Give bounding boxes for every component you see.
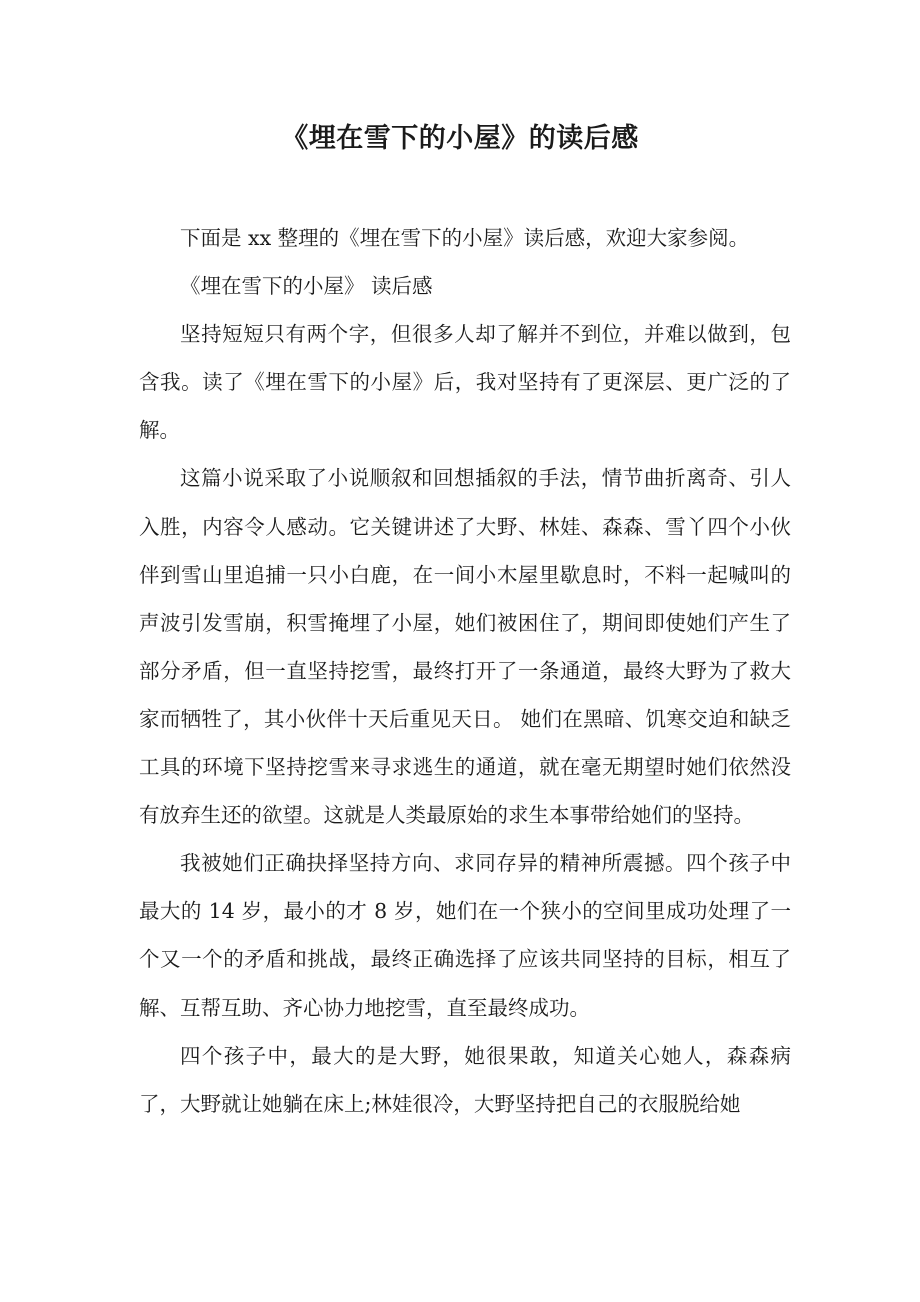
- document-body: [139, 214, 791, 1128]
- paragraph-2: 这篇小说采取了小说顺叙和回想插叙的手法，情节曲折离奇、引人入胜，内容令人感动。它关键讲述了大野、林娃、森森、雪丫四个小伙伴到雪山里追捕一只小白鹿，在一间小木屋里歇息时，不料一起喊叫的声波引发雪崩，积雪掩埋了小屋，她们被困住了，期间即使她们产生了部分矛盾，但一直坚持挖雪，最终打开了一条通道，最终大野为了救大家而牺牲了，其小伙伴十天后重见天日。 她们在黑暗、饥寒交迫和缺乏工具的环境下坚持挖雪来寻求逃生的通道，就在毫无期望时她们依然没有放弃生还的欲望。这就是人类最原始的求生本事带给她们的坚持。: [139, 466, 791, 828]
- paragraph-subtitle: 《埋在雪下的小屋》 读后感: [180, 274, 433, 299]
- paragraph-3: 我被她们正确抉择坚持方向、求同存异的精神所震撼。四个孩子中最大的 14 岁，最小的才 8 岁，她们在一个狭小的空间里成功处理了一个又一个的矛盾和挑战，最终正确选择了应该共同坚持的目标，相互了解、互帮互助、齐心协力地挖雪，直至最终成功。: [139, 851, 791, 1020]
- paragraph-1: 坚持短短只有两个字，但很多人却了解并不到位，并难以做到，包含我。读了《埋在雪下的小屋》后，我对坚持有了更深层、更广泛的了解。: [139, 322, 791, 443]
- paragraph-4: 四个孩子中，最大的是大野，她很果敢，知道关心她人，森森病了，大野就让她躺在床上;林娃很冷，大野坚持把自己的衣服脱给她: [139, 1043, 791, 1116]
- paragraph-intro: 下面是 xx 整理的《埋在雪下的小屋》读后感，欢迎大家参阅。: [180, 226, 750, 250]
- document-title: 《埋在雪下的小屋》的读后感: [281, 123, 639, 154]
